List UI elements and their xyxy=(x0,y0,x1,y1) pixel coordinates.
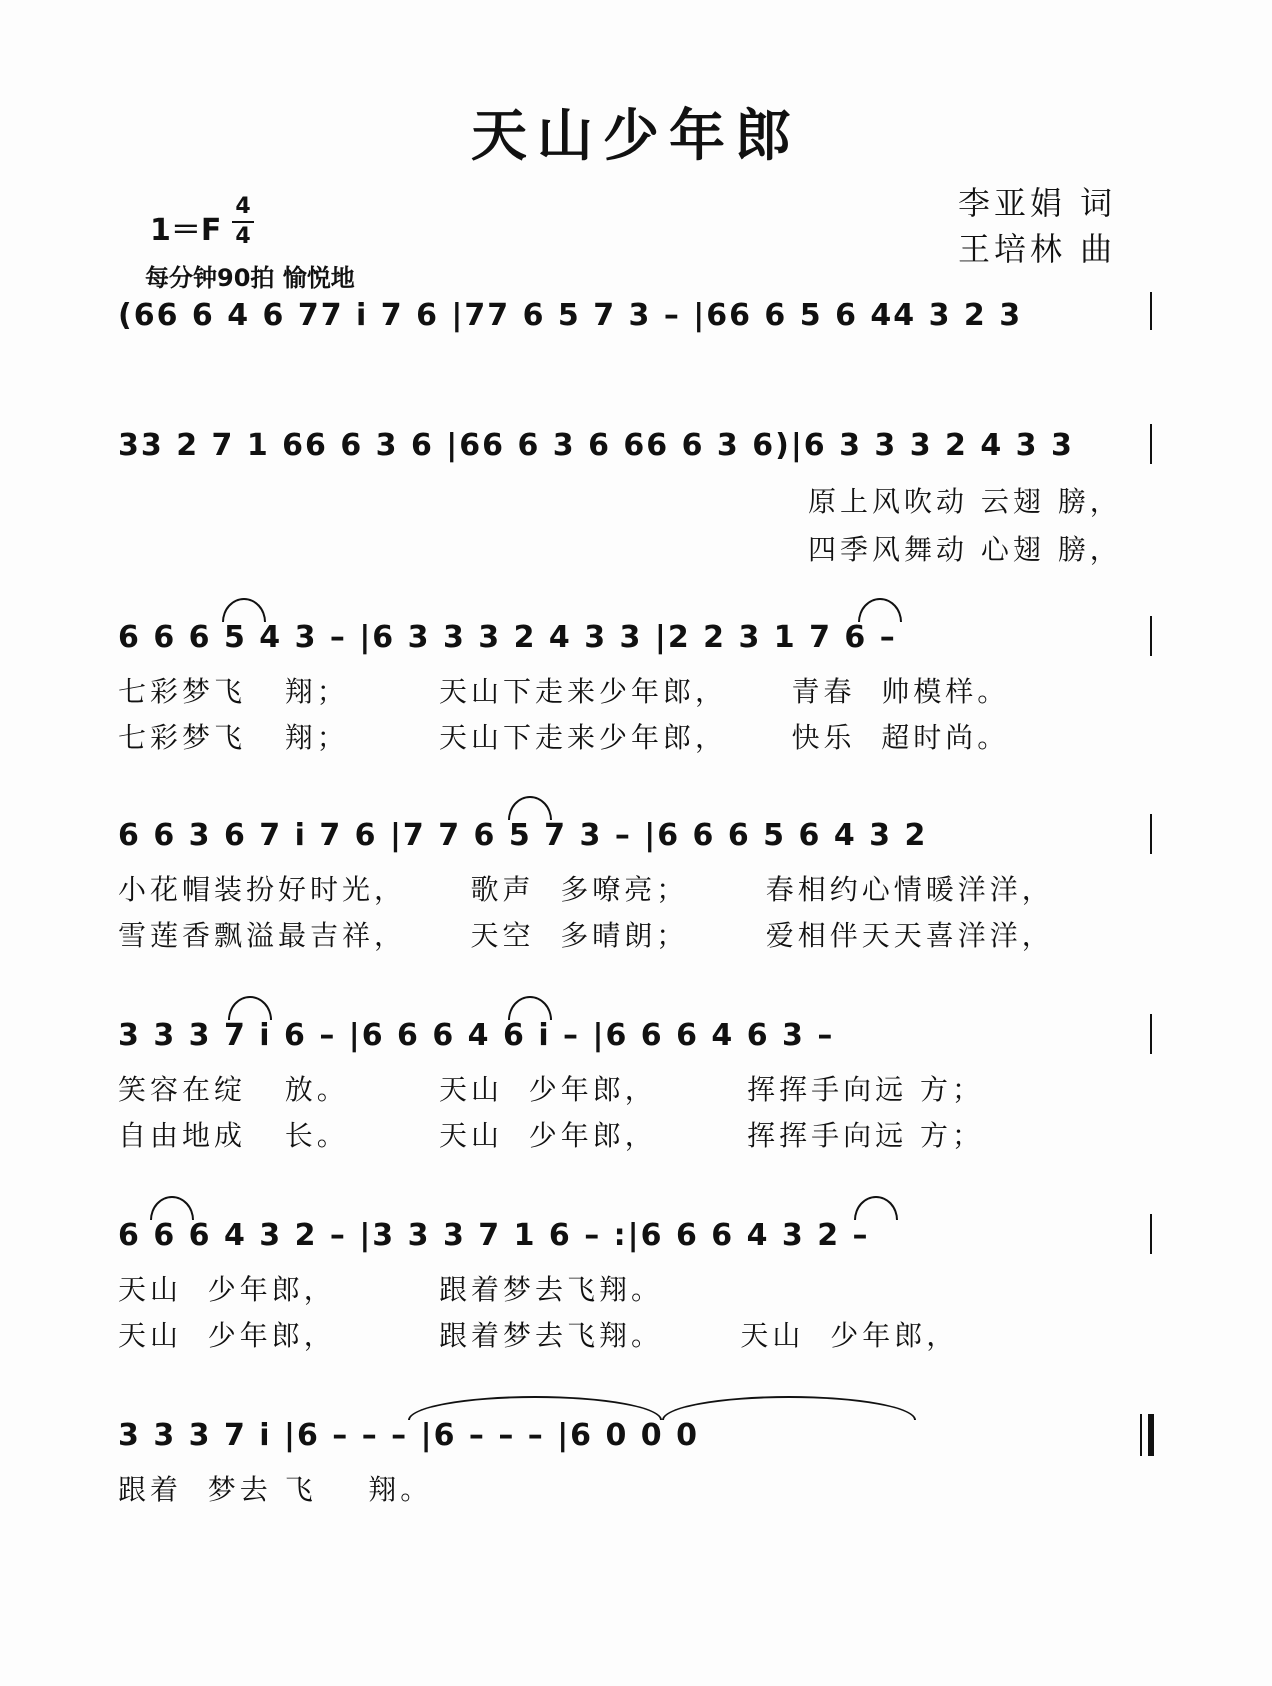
lyrics-verse-2: 雪莲香飘溢最吉祥， 天空 多晴朗； 爱相伴天天喜洋洋， xyxy=(118,919,1054,952)
notation-line: 3 3 3 7 i 6 – |6 6 6 4 6 i – |6 6 6 4 6 3 – xyxy=(118,1018,835,1053)
lyrics-verse-2: 七彩梦飞 翔； 天山下走来少年郎， 快乐 超时尚。 xyxy=(118,721,1010,754)
barline xyxy=(1150,1214,1152,1254)
barline xyxy=(1150,814,1152,854)
lyrics-verse-2: 四季风舞动 心翅 膀， xyxy=(808,533,1122,566)
lyrics-verse-1: 七彩梦飞 翔； 天山下走来少年郎， 青春 帅模样。 xyxy=(118,675,1010,708)
lyrics-verse-1: 原上风吹动 云翅 膀， xyxy=(808,485,1122,518)
lyricist-credit: 李亚娟 词 xyxy=(958,184,1117,222)
time-signature-line xyxy=(232,221,254,223)
barline xyxy=(1150,292,1152,330)
lyrics-verse-1: 天山 少年郎， 跟着梦去飞翔。 xyxy=(118,1273,664,1306)
final-barline-thick xyxy=(1148,1414,1154,1456)
notation-line: 6 6 6 5 4 3 – |6 3 3 3 2 4 3 3 |2 2 3 1 7 6 – xyxy=(118,620,897,655)
barline xyxy=(1150,616,1152,656)
notation-line: 6 6 3 6 7 i 7 6 |7 7 6 5 7 3 – |6 6 6 5 6 4 3 2 xyxy=(118,818,928,853)
tie-slur xyxy=(228,996,272,1020)
lyrics-verse-2: 自由地成 长。 天山 少年郎， 挥挥手向远 方； xyxy=(118,1119,985,1152)
key-signature: 1＝F xyxy=(150,213,222,248)
tie-slur xyxy=(508,796,552,820)
tie-slur xyxy=(858,598,902,622)
time-signature xyxy=(232,194,254,250)
notation-line: (66 6 4 6 77 i 7 6 |77 6 5 7 3 – |66 6 5 6 44 3 2 3 xyxy=(118,298,1023,333)
barline xyxy=(1150,424,1152,464)
time-signature-bottom: 4 xyxy=(235,224,251,249)
composer-credit: 王培林 曲 xyxy=(958,230,1117,268)
lyrics-verse-2: 天山 少年郎， 跟着梦去飞翔。 天山 少年郎， xyxy=(118,1319,959,1352)
tie-slur xyxy=(150,1196,194,1220)
tie-slur xyxy=(408,1396,662,1420)
notation-line: 33 2 7 1 66 6 3 6 |66 6 3 6 66 6 3 6)|6 3 3 3 2 4 3 3 xyxy=(118,428,1074,463)
tie-slur xyxy=(854,1196,898,1220)
lyrics-verse-1: 小花帽装扮好时光， 歌声 多嘹亮； 春相约心情暖洋洋， xyxy=(118,873,1054,906)
tie-slur xyxy=(662,1396,916,1420)
tie-slur xyxy=(222,598,266,622)
tie-slur xyxy=(508,996,552,1020)
barline xyxy=(1150,1014,1152,1054)
tempo-marking: 每分钟90拍 愉悦地 xyxy=(145,264,355,292)
time-signature-top: 4 xyxy=(235,194,251,219)
lyrics-verse-1: 跟着 梦去 飞 翔。 xyxy=(118,1473,433,1506)
final-barline-thin xyxy=(1140,1414,1142,1456)
notation-line: 6 6 6 4 3 2 – |3 3 3 7 1 6 – :|6 6 6 4 3 2 – xyxy=(118,1218,870,1253)
notation-line: 3 3 3 7 i |6 – – – |6 – – – |6 0 0 0 xyxy=(118,1418,700,1453)
lyrics-verse-1: 笑容在绽 放。 天山 少年郎， 挥挥手向远 方； xyxy=(118,1073,985,1106)
song-title: 天山少年郎 xyxy=(471,103,801,169)
